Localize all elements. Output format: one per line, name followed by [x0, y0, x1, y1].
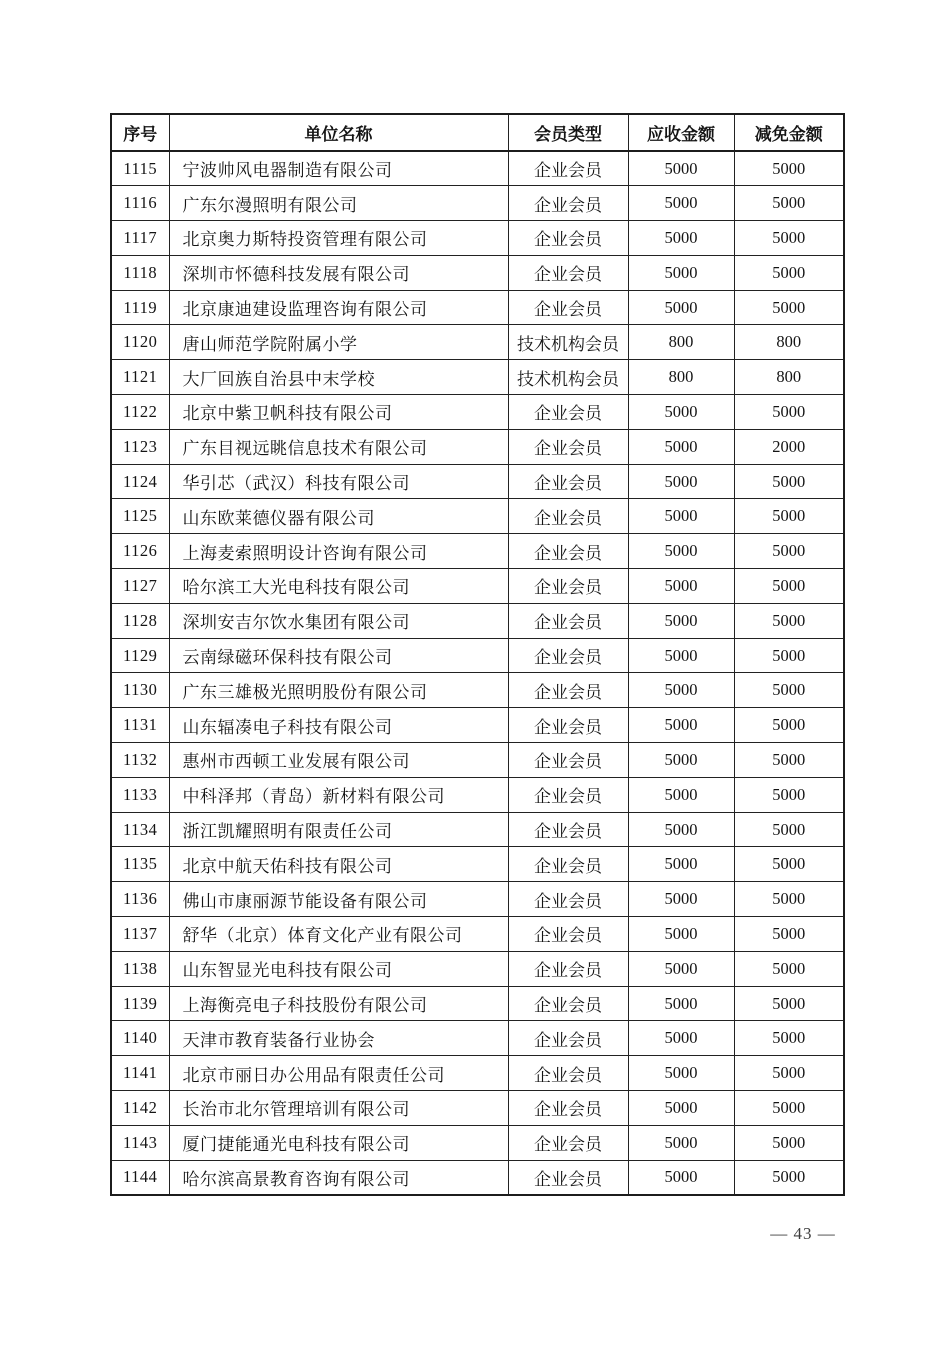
cell-amount-waived: 5000 [734, 464, 844, 499]
cell-company-name: 北京康迪建设监理咨询有限公司 [169, 290, 508, 325]
cell-index: 1135 [111, 847, 169, 882]
cell-member-type: 企业会员 [508, 569, 628, 604]
cell-member-type: 企业会员 [508, 464, 628, 499]
cell-amount-waived: 5000 [734, 151, 844, 186]
cell-amount-due: 5000 [628, 638, 734, 673]
table-row [111, 743, 844, 778]
cell-index: 1127 [111, 569, 169, 604]
table-row [111, 569, 844, 604]
cell-member-type: 企业会员 [508, 986, 628, 1021]
cell-amount-due: 5000 [628, 1021, 734, 1056]
cell-index: 1142 [111, 1091, 169, 1126]
cell-amount-due: 800 [628, 360, 734, 395]
cell-amount-due: 5000 [628, 395, 734, 430]
cell-index: 1138 [111, 951, 169, 986]
cell-amount-waived: 5000 [734, 534, 844, 569]
cell-company-name: 唐山师范学院附属小学 [169, 325, 508, 360]
cell-index: 1123 [111, 429, 169, 464]
cell-member-type: 企业会员 [508, 812, 628, 847]
cell-company-name: 云南绿磁环保科技有限公司 [169, 638, 508, 673]
table-row [111, 325, 844, 360]
table-row [111, 290, 844, 325]
cell-index: 1122 [111, 395, 169, 430]
cell-index: 1131 [111, 708, 169, 743]
cell-index: 1134 [111, 812, 169, 847]
cell-amount-waived: 800 [734, 360, 844, 395]
cell-member-type: 企业会员 [508, 777, 628, 812]
cell-index: 1130 [111, 673, 169, 708]
cell-company-name: 宁波帅风电器制造有限公司 [169, 151, 508, 186]
cell-index: 1128 [111, 603, 169, 638]
cell-member-type: 企业会员 [508, 429, 628, 464]
cell-company-name: 山东辐凑电子科技有限公司 [169, 708, 508, 743]
cell-amount-due: 5000 [628, 221, 734, 256]
table-row [111, 464, 844, 499]
page-number: — 43 — [770, 1224, 836, 1243]
header-company-name: 单位名称 [169, 114, 508, 151]
cell-company-name: 上海衡亮电子科技股份有限公司 [169, 986, 508, 1021]
cell-amount-waived: 5000 [734, 743, 844, 778]
membership-fee-table [110, 113, 845, 1196]
cell-member-type: 企业会员 [508, 534, 628, 569]
cell-member-type: 企业会员 [508, 1056, 628, 1091]
cell-amount-waived: 5000 [734, 812, 844, 847]
table-row [111, 673, 844, 708]
table-row [111, 951, 844, 986]
cell-company-name: 深圳市怀德科技发展有限公司 [169, 255, 508, 290]
cell-company-name: 长治市北尔管理培训有限公司 [169, 1091, 508, 1126]
cell-member-type: 企业会员 [508, 603, 628, 638]
cell-amount-waived: 5000 [734, 673, 844, 708]
cell-company-name: 广东三雄极光照明股份有限公司 [169, 673, 508, 708]
cell-amount-waived: 5000 [734, 603, 844, 638]
cell-amount-due: 5000 [628, 429, 734, 464]
cell-member-type: 企业会员 [508, 290, 628, 325]
table-row [111, 255, 844, 290]
cell-member-type: 企业会员 [508, 1021, 628, 1056]
cell-member-type: 企业会员 [508, 221, 628, 256]
cell-amount-waived: 5000 [734, 1021, 844, 1056]
table-row [111, 882, 844, 917]
cell-amount-due: 5000 [628, 1091, 734, 1126]
table-row [111, 986, 844, 1021]
cell-amount-due: 5000 [628, 151, 734, 186]
cell-index: 1116 [111, 186, 169, 221]
cell-member-type: 企业会员 [508, 1125, 628, 1160]
table-row [111, 360, 844, 395]
table-row [111, 708, 844, 743]
table-row [111, 917, 844, 952]
cell-amount-due: 5000 [628, 951, 734, 986]
cell-index: 1120 [111, 325, 169, 360]
cell-amount-waived: 5000 [734, 255, 844, 290]
cell-amount-due: 5000 [628, 186, 734, 221]
table-header-row [111, 114, 844, 151]
cell-company-name: 大厂回族自治县中末学校 [169, 360, 508, 395]
cell-member-type: 企业会员 [508, 917, 628, 952]
cell-amount-waived: 5000 [734, 917, 844, 952]
cell-amount-waived: 5000 [734, 1125, 844, 1160]
cell-amount-due: 5000 [628, 673, 734, 708]
cell-company-name: 广东尔漫照明有限公司 [169, 186, 508, 221]
cell-member-type: 企业会员 [508, 708, 628, 743]
cell-amount-waived: 5000 [734, 777, 844, 812]
cell-index: 1125 [111, 499, 169, 534]
cell-index: 1126 [111, 534, 169, 569]
table-row [111, 1091, 844, 1126]
cell-amount-due: 5000 [628, 743, 734, 778]
cell-amount-due: 5000 [628, 534, 734, 569]
cell-amount-waived: 5000 [734, 951, 844, 986]
table-row [111, 1160, 844, 1195]
cell-amount-due: 5000 [628, 847, 734, 882]
cell-index: 1140 [111, 1021, 169, 1056]
cell-company-name: 华引芯（武汉）科技有限公司 [169, 464, 508, 499]
table-row [111, 1056, 844, 1091]
table-row [111, 847, 844, 882]
cell-member-type: 企业会员 [508, 255, 628, 290]
cell-amount-waived: 5000 [734, 986, 844, 1021]
cell-amount-due: 5000 [628, 255, 734, 290]
cell-amount-waived: 5000 [734, 882, 844, 917]
header-member-type: 会员类型 [508, 114, 628, 151]
cell-index: 1129 [111, 638, 169, 673]
cell-company-name: 惠州市西顿工业发展有限公司 [169, 743, 508, 778]
cell-member-type: 企业会员 [508, 847, 628, 882]
cell-index: 1132 [111, 743, 169, 778]
cell-company-name: 深圳安吉尔饮水集团有限公司 [169, 603, 508, 638]
cell-company-name: 浙江凯耀照明有限责任公司 [169, 812, 508, 847]
cell-company-name: 上海麦索照明设计咨询有限公司 [169, 534, 508, 569]
cell-index: 1139 [111, 986, 169, 1021]
cell-index: 1121 [111, 360, 169, 395]
cell-amount-due: 5000 [628, 882, 734, 917]
cell-member-type: 技术机构会员 [508, 325, 628, 360]
header-index: 序号 [111, 114, 169, 151]
cell-amount-due: 5000 [628, 917, 734, 952]
cell-company-name: 中科泽邦（青岛）新材料有限公司 [169, 777, 508, 812]
table-row [111, 151, 844, 186]
cell-member-type: 企业会员 [508, 1091, 628, 1126]
cell-member-type: 企业会员 [508, 186, 628, 221]
cell-amount-due: 5000 [628, 290, 734, 325]
cell-company-name: 北京中航天佑科技有限公司 [169, 847, 508, 882]
cell-company-name: 厦门捷能通光电科技有限公司 [169, 1125, 508, 1160]
cell-member-type: 企业会员 [508, 673, 628, 708]
header-amount-due: 应收金额 [628, 114, 734, 151]
cell-company-name: 北京奥力斯特投资管理有限公司 [169, 221, 508, 256]
cell-index: 1117 [111, 221, 169, 256]
cell-index: 1133 [111, 777, 169, 812]
cell-company-name: 山东智显光电科技有限公司 [169, 951, 508, 986]
cell-index: 1136 [111, 882, 169, 917]
cell-amount-due: 5000 [628, 499, 734, 534]
table-body [111, 151, 844, 1195]
table-row [111, 534, 844, 569]
cell-amount-due: 5000 [628, 777, 734, 812]
cell-amount-waived: 5000 [734, 638, 844, 673]
cell-amount-waived: 5000 [734, 847, 844, 882]
cell-amount-due: 5000 [628, 986, 734, 1021]
header-amount-waived: 减免金额 [734, 114, 844, 151]
cell-amount-due: 800 [628, 325, 734, 360]
cell-amount-waived: 5000 [734, 569, 844, 604]
cell-index: 1141 [111, 1056, 169, 1091]
cell-amount-waived: 5000 [734, 395, 844, 430]
cell-amount-waived: 2000 [734, 429, 844, 464]
cell-amount-due: 5000 [628, 1056, 734, 1091]
cell-member-type: 企业会员 [508, 1160, 628, 1195]
table-row [111, 186, 844, 221]
cell-amount-waived: 5000 [734, 1056, 844, 1091]
cell-index: 1144 [111, 1160, 169, 1195]
cell-company-name: 佛山市康丽源节能设备有限公司 [169, 882, 508, 917]
cell-amount-due: 5000 [628, 464, 734, 499]
cell-company-name: 北京市丽日办公用品有限责任公司 [169, 1056, 508, 1091]
cell-index: 1118 [111, 255, 169, 290]
cell-amount-waived: 5000 [734, 221, 844, 256]
cell-index: 1115 [111, 151, 169, 186]
cell-amount-waived: 5000 [734, 1160, 844, 1195]
cell-amount-due: 5000 [628, 569, 734, 604]
cell-company-name: 山东欧莱德仪器有限公司 [169, 499, 508, 534]
cell-member-type: 企业会员 [508, 951, 628, 986]
cell-company-name: 舒华（北京）体育文化产业有限公司 [169, 917, 508, 952]
cell-company-name: 哈尔滨工大光电科技有限公司 [169, 569, 508, 604]
table-row [111, 1125, 844, 1160]
table-row [111, 603, 844, 638]
cell-amount-due: 5000 [628, 708, 734, 743]
cell-amount-waived: 5000 [734, 290, 844, 325]
cell-amount-waived: 5000 [734, 708, 844, 743]
cell-amount-waived: 5000 [734, 499, 844, 534]
cell-index: 1143 [111, 1125, 169, 1160]
cell-company-name: 哈尔滨高景教育咨询有限公司 [169, 1160, 508, 1195]
cell-index: 1124 [111, 464, 169, 499]
table-row [111, 499, 844, 534]
table-row [111, 395, 844, 430]
cell-amount-waived: 800 [734, 325, 844, 360]
cell-amount-due: 5000 [628, 1160, 734, 1195]
cell-member-type: 技术机构会员 [508, 360, 628, 395]
cell-member-type: 企业会员 [508, 743, 628, 778]
table-row [111, 1021, 844, 1056]
table-row [111, 638, 844, 673]
cell-company-name: 天津市教育装备行业协会 [169, 1021, 508, 1056]
cell-company-name: 北京中紫卫帆科技有限公司 [169, 395, 508, 430]
cell-index: 1119 [111, 290, 169, 325]
table-row [111, 812, 844, 847]
cell-amount-due: 5000 [628, 603, 734, 638]
cell-member-type: 企业会员 [508, 151, 628, 186]
cell-member-type: 企业会员 [508, 395, 628, 430]
cell-member-type: 企业会员 [508, 638, 628, 673]
cell-index: 1137 [111, 917, 169, 952]
cell-amount-due: 5000 [628, 1125, 734, 1160]
cell-member-type: 企业会员 [508, 882, 628, 917]
table-row [111, 777, 844, 812]
cell-amount-waived: 5000 [734, 186, 844, 221]
table-row [111, 429, 844, 464]
table-row [111, 221, 844, 256]
cell-member-type: 企业会员 [508, 499, 628, 534]
cell-company-name: 广东目视远眺信息技术有限公司 [169, 429, 508, 464]
cell-amount-waived: 5000 [734, 1091, 844, 1126]
cell-amount-due: 5000 [628, 812, 734, 847]
